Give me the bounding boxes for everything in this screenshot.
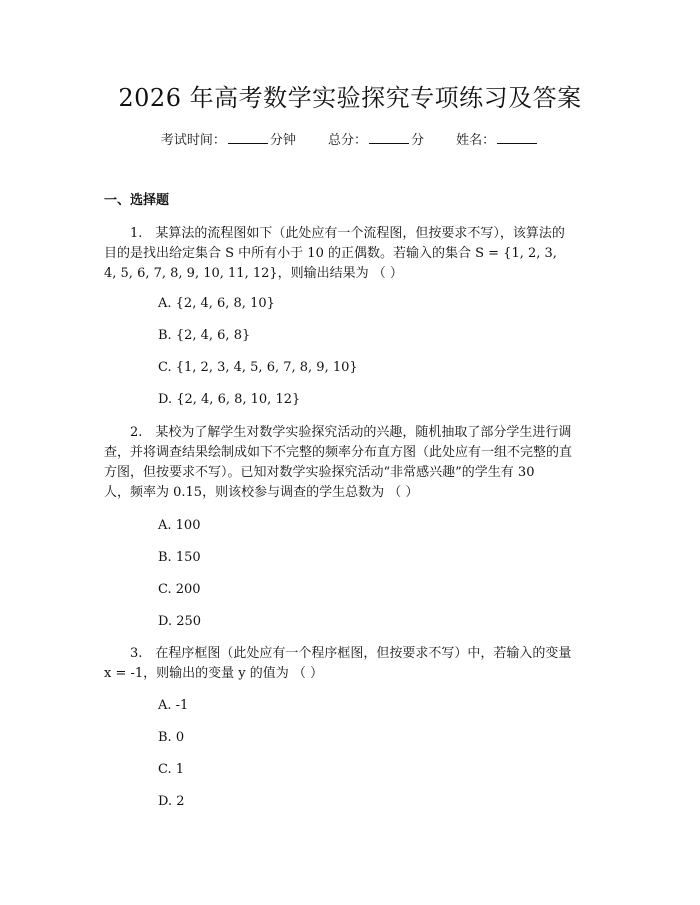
question-3-option-a[interactable]: A. -1 — [158, 698, 189, 713]
question-1-line-3: 4, 5, 6, 7, 8, 9, 10, 11, 12}，则输出结果为 （ ） — [104, 266, 403, 281]
question-2-line-3: 方图，但按要求不写）。已知对数学实验探究活动“非常感兴趣”的学生有 30 — [104, 465, 535, 480]
question-1-option-c[interactable]: C. {1, 2, 3, 4, 5, 6, 7, 8, 9, 10} — [158, 360, 358, 375]
question-3-line-2: x = -1，则输出的变量 y 的值为 （ ） — [104, 666, 324, 681]
exam-meta — [0, 131, 700, 150]
exam-score — [328, 133, 424, 148]
question-3-option-c[interactable]: C. 1 — [158, 762, 185, 777]
score-unit: 分 — [411, 133, 425, 148]
question-2-option-d[interactable]: D. 250 — [158, 614, 202, 629]
question-3-line-1: 3. 在程序框图（此处应有一个程序框图，但按要求不写）中，若输入的变量 — [130, 646, 572, 661]
question-2-option-a[interactable]: A. 100 — [158, 518, 201, 533]
question-1-option-d[interactable]: D. {2, 4, 6, 8, 10, 12} — [158, 392, 301, 407]
time-label: 考试时间： — [160, 133, 226, 148]
question-1-line-2: 目的是找出给定集合 S 中所有小于 10 的正偶数。若输入的集合 S = {1, 2, 3, — [104, 246, 557, 261]
student-name — [456, 133, 539, 148]
question-2-line-4: 人，频率为 0.15，则该校参与调查的学生总数为 （ ） — [104, 485, 419, 500]
question-2-option-b[interactable]: B. 150 — [158, 550, 201, 565]
section-heading: 一、选择题 — [104, 193, 170, 208]
time-blank — [228, 131, 268, 144]
name-blank — [497, 131, 537, 144]
time-unit: 分钟 — [269, 133, 296, 148]
question-2-option-c[interactable]: C. 200 — [158, 582, 201, 597]
question-3-option-d[interactable]: D. 2 — [158, 794, 185, 809]
question-1-option-b[interactable]: B. {2, 4, 6, 8} — [158, 328, 251, 343]
question-2-line-2: 查，并将调查结果绘制成如下不完整的频率分布直方图（此处应有一组不完整的直 — [104, 445, 573, 460]
score-label: 总分： — [327, 133, 367, 148]
document-title: 2026 年高考数学实验探究专项练习及答案 — [118, 84, 582, 112]
score-blank — [369, 131, 409, 144]
question-2-line-1: 2. 某校为了解学生对数学实验探究活动的兴趣，随机抽取了部分学生进行调 — [130, 425, 572, 440]
name-label: 姓名： — [456, 133, 496, 148]
question-1-line-1: 1. 某算法的流程图如下（此处应有一个流程图，但按要求不写），该算法的 — [130, 226, 565, 241]
question-3-option-b[interactable]: B. 0 — [158, 730, 185, 745]
exam-time — [161, 133, 296, 148]
question-1-option-a[interactable]: A. {2, 4, 6, 8, 10} — [158, 296, 275, 311]
